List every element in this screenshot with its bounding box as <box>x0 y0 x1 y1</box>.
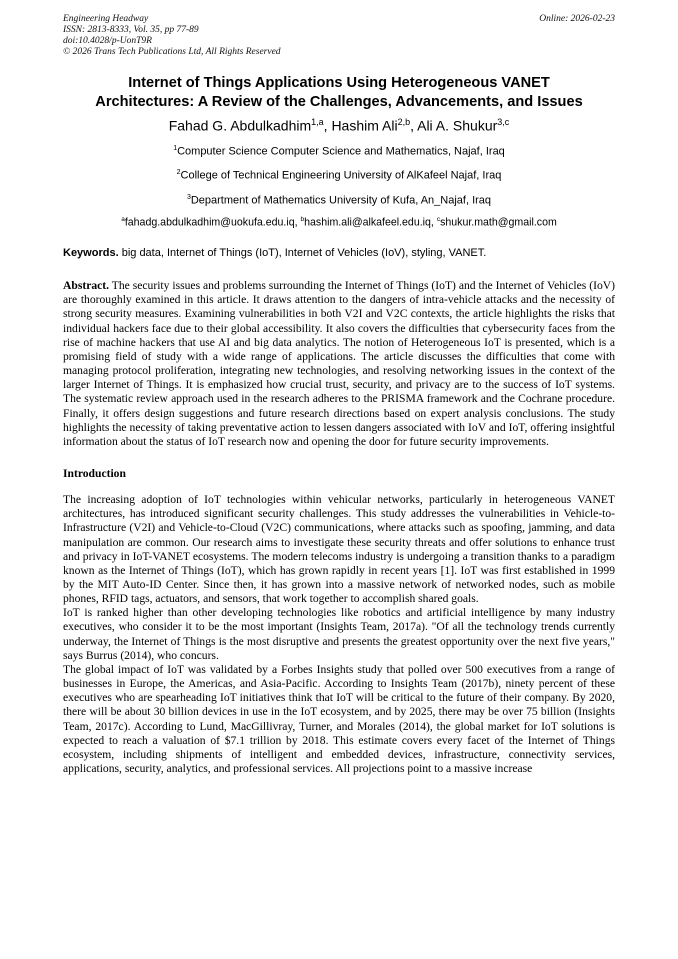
doi-line: doi:10.4028/p-UonT9R <box>63 36 152 46</box>
affiliation-3: $^3$Department of Mathematics University of Kufa, An_Najaf, Iraq <box>186 193 492 207</box>
email-link[interactable]: fahadg.abdulkadhim@uokufa.edu.iq <box>124 216 295 229</box>
abstract-text: The security issues and problems surrounding the Internet of Things (IoT) and the Internet of Vehicles (IoV) are thoroughly examined in this article. It draws attention to the dangers of intra-vehicle attacks and the necessity of strong security measures. Examining vulnerabilities in both V2I and V2C contexts, the article highlights the risks that individual hackers face due to their global accessibility. It also covers the difficulties that cybersecurity faces from the rise of machine hackers that use AI and big data analytics. The notion of Heterogeneous IoT is presented, which is a promising field of study with a wide range of applications. The article discusses the difficulties that come with managing protocol proliferation, integrating new technologies, and resolving networking issues in the context of the larger Internet of Things. It is emphasized how crucial trust, security, and privacy are to the success of IoT systems. The systematic review approach used in the research adheres to the PRISMA framework and the Cochrane procedure. Finally, it offers design suggestions and future research directions based on expert analysis conclusions. The study highlights the necessity of taking preventative action to lessen dangers associated with IoV and IoT, offering insightful information about the status of IoT research now and opening the door for future security improvements. <box>63 279 615 448</box>
keywords <box>63 247 615 259</box>
affiliation-2: $^2$College of Technical Engineering University of AlKafeel Najaf, Iraq <box>176 169 502 182</box>
author-name: Fahad G. Abdulkadhim <box>168 117 312 134</box>
author-list: Fahad G. Abdulkadhim$^{1,a}$, Hashim Ali$^{2,b}$, Ali A. Shukur$^{3,c}$ <box>168 117 510 134</box>
intro-paragraph-2: IoT is ranked higher than other developing technologies like robotics and artificial intelligence by many industry executives, who consider it to be the most important (Insights Team, 2017a). "Of all the technology trends currently underway, the Internet of Things is the most disruptive and presents the greatest opportunity over the next five years," says Burrus (2014), who concurs. <box>63 606 615 662</box>
journal-header <box>63 14 615 58</box>
online-date: Online: 2026-02-23 <box>539 14 615 24</box>
affiliation-1: $^1$Computer Science Computer Science and Mathematics, Najaf, Iraq <box>173 144 505 158</box>
abstract <box>63 279 615 449</box>
keywords-text: big data, Internet of Things (IoT), Internet of Vehicles (IoV), styling, VANET. <box>121 247 487 260</box>
author-sup: 2,b <box>397 117 411 127</box>
email-link[interactable]: hashim.ali@alkafeel.edu.iq <box>304 216 431 229</box>
section-heading-introduction: Introduction <box>63 467 126 481</box>
email-list: $^a$fahadg.abdulkadhim@uokufa.edu.iq, $^b$hashim.ali@alkafeel.edu.iq, $^c$shukur.math@gmail.com <box>121 215 557 229</box>
author-name: Hashim Ali <box>331 117 398 134</box>
issn-line: ISSN: 2813-8333, Vol. 35, pp 77-89 <box>63 25 199 35</box>
author-name: Ali A. Shukur <box>417 117 498 134</box>
keywords-label: Keywords. <box>63 247 119 260</box>
paper-title <box>63 74 615 112</box>
intro-paragraph-3: The global impact of IoT was validated by a Forbes Insights study that polled over 500 executives from a range of businesses in Europe, the Americas, and Asia-Pacific. According to Insights Team (2017b), ninety percent of these executives who are spearheading IoT initiatives think that IoT will be critical to the future of their company. By 2020, there will be about 30 billion devices in use in the IoT ecosystem, and by 2025, there may be over 75 billion (Insights Team, 2017c). According to Lund, MacGillivray, Turner, and Morales (2014), the global market for IoT solutions is expected to reach a valuation of $7.1 trillion by 2018. This estimate covers every facet of the Internet of Things ecosystem, including shipments of intelligent and embedded devices, infrastructure, connectivity services, applications, security, analytics, and professional services. All projections point to a massive increase <box>63 662 615 775</box>
abstract-label: Abstract. <box>63 279 110 293</box>
intro-paragraph-1: The increasing adoption of IoT technologies within vehicular networks, particularly in heterogeneous VANET architectures, has introduced significant security challenges. This study addresses the vulnerabilities in Vehicle-to-Infrastructure (V2I) and Vehicle-to-Cloud (V2C) communications, where attacks such as spoofing, jamming, and data manipulation are common. Our research aims to investigate these security threats and offer solutions to enhance trust and privacy in IoT-VANET ecosystems. The modern telecoms industry is undergoing a transition thanks to a paradigm known as the Internet of Things (IoT), which has grown rapidly in recent years [1]. IoT was first established in 1999 by the MIT Auto-ID Center. Since then, it has grown into a massive network of networked nodes, such as mobile phones, RFID tags, actuators, and sensors, that work together to accomplish shared goals. <box>63 493 615 606</box>
journal-name: Engineering Headway <box>63 14 149 24</box>
author-sup: 1,a <box>311 117 324 127</box>
copyright-line: © 2026 Trans Tech Publications Ltd, All Rights Reserved <box>63 47 281 57</box>
title-line-2: Architectures: A Review of the Challenges, Advancements, and Issues <box>95 94 583 110</box>
title-line-1: Internet of Things Applications Using Heterogeneous VANET <box>128 75 550 91</box>
email-link[interactable]: shukur.math@gmail.com <box>440 216 557 229</box>
author-sup: 3,c <box>497 117 510 127</box>
